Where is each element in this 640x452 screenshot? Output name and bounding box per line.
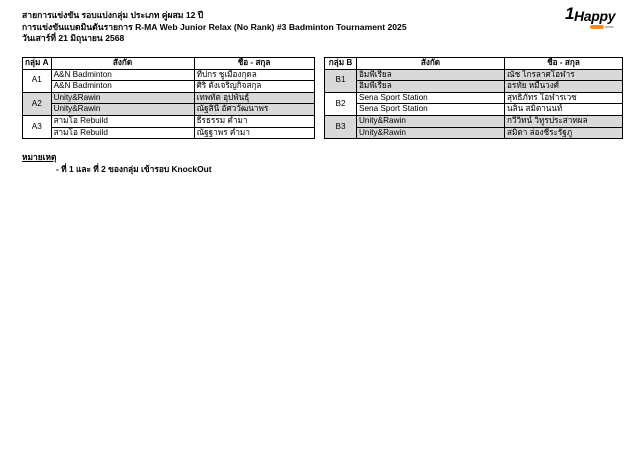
player-cell: ณัฐฐาพร คำมา — [194, 127, 314, 139]
club-cell: อิมพีเรียล — [357, 69, 505, 81]
player-cell: ณัช ไกรลาศโอฬาร — [505, 69, 623, 81]
group-a-table — [22, 57, 315, 139]
player-cell: อรทัย หมื่นวงศ์ — [505, 81, 623, 93]
group-name-cell: B1 — [325, 69, 357, 92]
table-row — [23, 104, 315, 116]
remarks-title: หมายเหตุ — [22, 152, 57, 162]
table-row — [325, 81, 623, 93]
club-cell: สามโอ Rebuild — [51, 127, 194, 139]
table-header-row — [23, 58, 315, 70]
club-cell: A&N Badminton — [51, 69, 194, 81]
player-cell: นลิน สมิตานนท์ — [505, 104, 623, 116]
club-cell: A&N Badminton — [51, 81, 194, 93]
club-cell: สามโอ Rebuild — [51, 115, 194, 127]
group-name-cell: A1 — [23, 69, 52, 92]
remarks-item: - ที่ 1 และ ที่ 2 ของกลุ่ม เข้ารอบ KnockOut — [56, 163, 212, 174]
club-cell: Unity&Rawin — [357, 127, 505, 139]
group-name-cell: A2 — [23, 92, 52, 115]
player-cell: ศิริ ตั้งเจริญกิจสกุล — [194, 81, 314, 93]
logo-swoosh-icon — [590, 25, 604, 29]
table-row — [325, 92, 623, 104]
table-row — [23, 81, 315, 93]
club-cell: Unity&Rawin — [357, 115, 505, 127]
player-cell: ธีรธรรม คำมา — [194, 115, 314, 127]
header-line-1: สายการแข่งขัน รอบแบ่งกลุ่ม ประเภท คู่ผสม 12 ปี — [22, 10, 204, 20]
group-column-header: กลุ่ม A — [23, 58, 52, 70]
happyness-logo — [565, 5, 627, 31]
table-row — [23, 115, 315, 127]
table-row — [23, 92, 315, 104]
table-header-row — [325, 58, 623, 70]
club-column-header: สังกัด — [357, 58, 505, 70]
club-cell: อิมพีเรียล — [357, 81, 505, 93]
club-cell: Unity&Rawin — [51, 104, 194, 116]
group-name-cell: A3 — [23, 115, 52, 138]
group-b-table — [324, 57, 623, 139]
logo-number: 1 — [565, 4, 575, 23]
remarks-section — [22, 152, 212, 175]
table-row — [325, 69, 623, 81]
player-cell: ณัฐสินี อัศววัฒนาพร — [194, 104, 314, 116]
table-row — [23, 69, 315, 81]
table-row — [23, 127, 315, 139]
club-cell: Unity&Rawin — [51, 92, 194, 104]
player-cell: เทพทัต อุปพันธุ์ — [194, 92, 314, 104]
header-line-2: การแข่งขันแบดมินตันรายการ R-MA Web Junior Relax (No Rank) #3 Badminton Tournament 2025 — [22, 21, 407, 32]
group-name-cell: B2 — [325, 92, 357, 115]
group-name-cell: B3 — [325, 115, 357, 138]
logo-tagline: ness — [605, 24, 614, 29]
club-cell: Sena Sport Station — [357, 92, 505, 104]
player-column-header: ชื่อ - สกุล — [505, 58, 623, 70]
player-cell: สุทธิภัทร โอฬารเวช — [505, 92, 623, 104]
player-cell: กวีวิทน์ วิทูรประสาทผล — [505, 115, 623, 127]
header-line-3: วันเสาร์ที่ 21 มิถุนายน 2568 — [22, 33, 125, 43]
club-column-header: สังกัด — [51, 58, 194, 70]
logo-word: Happy — [574, 8, 616, 24]
player-column-header: ชื่อ - สกุล — [194, 58, 314, 70]
player-cell: ทีปกร ชูเมืองกุดล — [194, 69, 314, 81]
table-row — [325, 104, 623, 116]
player-cell: สมิตา ล่องชีระรัฐภู — [505, 127, 623, 139]
group-column-header: กลุ่ม B — [325, 58, 357, 70]
document-header — [22, 10, 462, 45]
table-row — [325, 115, 623, 127]
club-cell: Sena Sport Station — [357, 104, 505, 116]
table-row — [325, 127, 623, 139]
